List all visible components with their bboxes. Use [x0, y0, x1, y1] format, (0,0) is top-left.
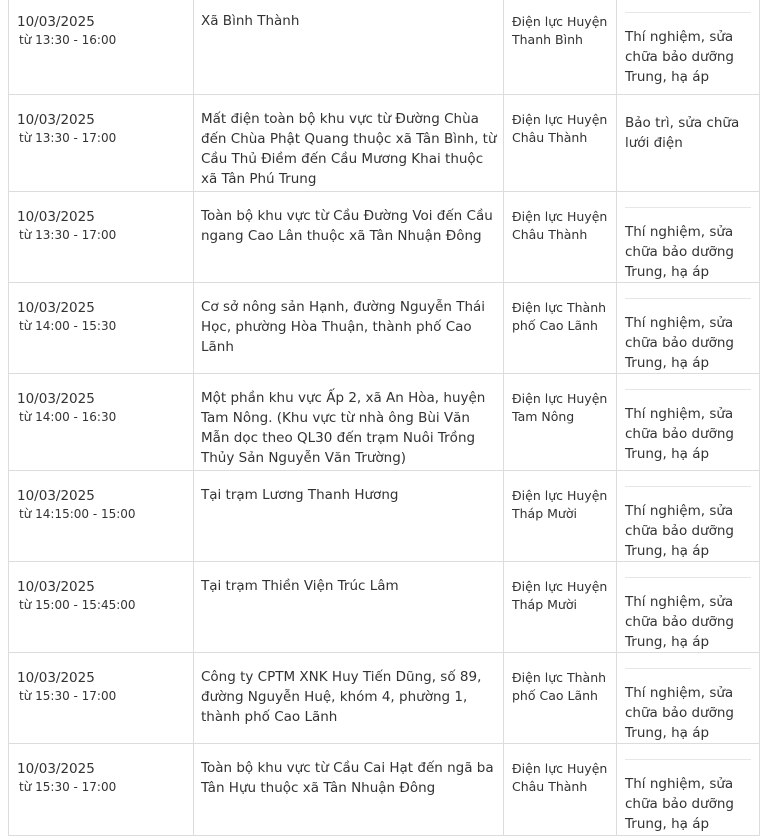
work-description-wrap: [617, 562, 759, 652]
work-description: Bảo trì, sửa chữa lưới điện: [625, 115, 740, 151]
work-description-wrap: [617, 744, 759, 834]
outage-date: 10/03/2025: [17, 761, 95, 777]
cell-divider: [625, 12, 751, 13]
outage-area: Mất điện toàn bộ khu vực từ Đường Chùa đến Chùa Phật Quang thuộc xã Tân Bình, từ Cầu Thủ Điềm đến Cầu Mương Khai thuộc xã Tân Phú Trung: [201, 111, 497, 187]
outage-time-range: từ 13:30 - 17:00: [19, 131, 117, 145]
work-description-wrap: [617, 653, 759, 743]
time-cell: [9, 744, 194, 836]
work-description: Thí nghiệm, sửa chữa bảo dưỡng Trung, hạ áp: [625, 503, 735, 559]
area-cell: [194, 0, 504, 95]
table-row: [9, 471, 760, 562]
work-cell: [617, 283, 760, 374]
area-cell: [194, 562, 504, 653]
time-cell: [9, 95, 194, 192]
table-row: [9, 562, 760, 653]
power-unit: Điện lực Huyện Tháp Mười: [512, 488, 608, 521]
power-unit: Điện lực Huyện Thanh Bình: [512, 14, 608, 47]
power-unit: Điện lực Huyện Tam Nông: [512, 391, 608, 424]
outage-area: Tại trạm Thiền Viện Trúc Lâm: [201, 578, 399, 594]
outage-area: Công ty CPTM XNK Huy Tiến Dũng, số 89, đường Nguyễn Huệ, khóm 4, phường 1, thành phố Cao Lãnh: [201, 669, 482, 725]
power-unit: Điện lực Huyện Châu Thành: [512, 209, 608, 242]
work-description-wrap: [617, 471, 759, 561]
time-cell: [9, 0, 194, 95]
time-cell: [9, 471, 194, 562]
power-unit: Điện lực Thành phố Cao Lãnh: [512, 300, 607, 333]
work-cell: [617, 95, 760, 192]
unit-cell: [504, 471, 617, 562]
outage-date: 10/03/2025: [17, 670, 95, 686]
area-cell: [194, 471, 504, 562]
table-row: [9, 95, 760, 192]
outage-date: 10/03/2025: [17, 488, 95, 504]
work-description-wrap: [617, 192, 759, 282]
unit-cell: [504, 283, 617, 374]
outage-time-range: từ 14:15:00 - 15:00: [19, 507, 136, 521]
time-cell: [9, 192, 194, 283]
work-cell: [617, 374, 760, 471]
table-row: [9, 374, 760, 471]
table-row: [9, 653, 760, 744]
area-cell: [194, 192, 504, 283]
outage-date: 10/03/2025: [17, 579, 95, 595]
cell-divider: [625, 389, 751, 390]
time-cell: [9, 562, 194, 653]
area-cell: [194, 283, 504, 374]
time-cell: [9, 374, 194, 471]
unit-cell: [504, 192, 617, 283]
unit-cell: [504, 653, 617, 744]
outage-area: Một phần khu vực Ấp 2, xã An Hòa, huyện Tam Nông. (Khu vực từ nhà ông Bùi Văn Mẫn dọc theo QL30 đến trạm Nuôi Trồng Thủy Sản Nguyễn Văn Trường): [201, 390, 486, 466]
outage-schedule-table: [8, 0, 760, 836]
cell-divider: [625, 668, 751, 669]
work-cell: [617, 0, 760, 95]
power-unit: Điện lực Huyện Châu Thành: [512, 112, 608, 145]
outage-area: Xã Bình Thành: [201, 13, 300, 29]
unit-cell: [504, 744, 617, 836]
outage-date: 10/03/2025: [17, 391, 95, 407]
work-description: Thí nghiệm, sửa chữa bảo dưỡng Trung, hạ áp: [625, 594, 735, 650]
unit-cell: [504, 0, 617, 95]
unit-cell: [504, 374, 617, 471]
cell-divider: [625, 486, 751, 487]
power-unit: Điện lực Huyện Châu Thành: [512, 761, 608, 794]
cell-divider: [625, 298, 751, 299]
power-unit: Điện lực Thành phố Cao Lãnh: [512, 670, 607, 703]
outage-time-range: từ 13:30 - 17:00: [19, 228, 117, 242]
table-row: [9, 744, 760, 836]
outage-area: Toàn bộ khu vực từ Cầu Cai Hạt đến ngã ba Tân Hựu thuộc xã Tân Nhuận Đông: [201, 760, 494, 796]
area-cell: [194, 653, 504, 744]
work-description: Thí nghiệm, sửa chữa bảo dưỡng Trung, hạ áp: [625, 315, 735, 371]
outage-date: 10/03/2025: [17, 300, 95, 316]
work-description-wrap: [617, 374, 759, 464]
table-row: [9, 192, 760, 283]
work-cell: [617, 744, 760, 836]
outage-time-range: từ 15:30 - 17:00: [19, 689, 117, 703]
work-description: Thí nghiệm, sửa chữa bảo dưỡng Trung, hạ áp: [625, 685, 735, 741]
cell-divider: [625, 759, 751, 760]
work-cell: [617, 471, 760, 562]
work-description-wrap: [617, 0, 759, 87]
outage-time-range: từ 15:30 - 17:00: [19, 780, 117, 794]
work-cell: [617, 562, 760, 653]
area-cell: [194, 374, 504, 471]
work-description-wrap: [617, 95, 759, 153]
time-cell: [9, 653, 194, 744]
table-row: [9, 0, 760, 95]
outage-date: 10/03/2025: [17, 112, 95, 128]
work-description-wrap: [617, 283, 759, 373]
outage-area: Tại trạm Lương Thanh Hương: [201, 487, 399, 503]
cell-divider: [625, 577, 751, 578]
outage-table-body: [9, 0, 760, 836]
outage-time-range: từ 13:30 - 16:00: [19, 33, 117, 47]
unit-cell: [504, 562, 617, 653]
work-description: Thí nghiệm, sửa chữa bảo dưỡng Trung, hạ áp: [625, 29, 735, 85]
outage-area: Toàn bộ khu vực từ Cầu Đường Voi đến Cầu ngang Cao Lân thuộc xã Tân Nhuận Đông: [201, 208, 493, 244]
outage-time-range: từ 14:00 - 16:30: [19, 410, 117, 424]
work-cell: [617, 653, 760, 744]
outage-date: 10/03/2025: [17, 209, 95, 225]
outage-area: Cơ sở nông sản Hạnh, đường Nguyễn Thái Học, phường Hòa Thuận, thành phố Cao Lãnh: [201, 299, 486, 355]
outage-time-range: từ 14:00 - 15:30: [19, 319, 117, 333]
area-cell: [194, 744, 504, 836]
outage-date: 10/03/2025: [17, 14, 95, 30]
time-cell: [9, 283, 194, 374]
cell-divider: [625, 207, 751, 208]
table-row: [9, 283, 760, 374]
work-description: Thí nghiệm, sửa chữa bảo dưỡng Trung, hạ áp: [625, 224, 735, 280]
work-description: Thí nghiệm, sửa chữa bảo dưỡng Trung, hạ áp: [625, 406, 735, 462]
outage-time-range: từ 15:00 - 15:45:00: [19, 598, 136, 612]
work-cell: [617, 192, 760, 283]
unit-cell: [504, 95, 617, 192]
power-unit: Điện lực Huyện Tháp Mười: [512, 579, 608, 612]
area-cell: [194, 95, 504, 192]
work-description: Thí nghiệm, sửa chữa bảo dưỡng Trung, hạ áp: [625, 776, 735, 832]
